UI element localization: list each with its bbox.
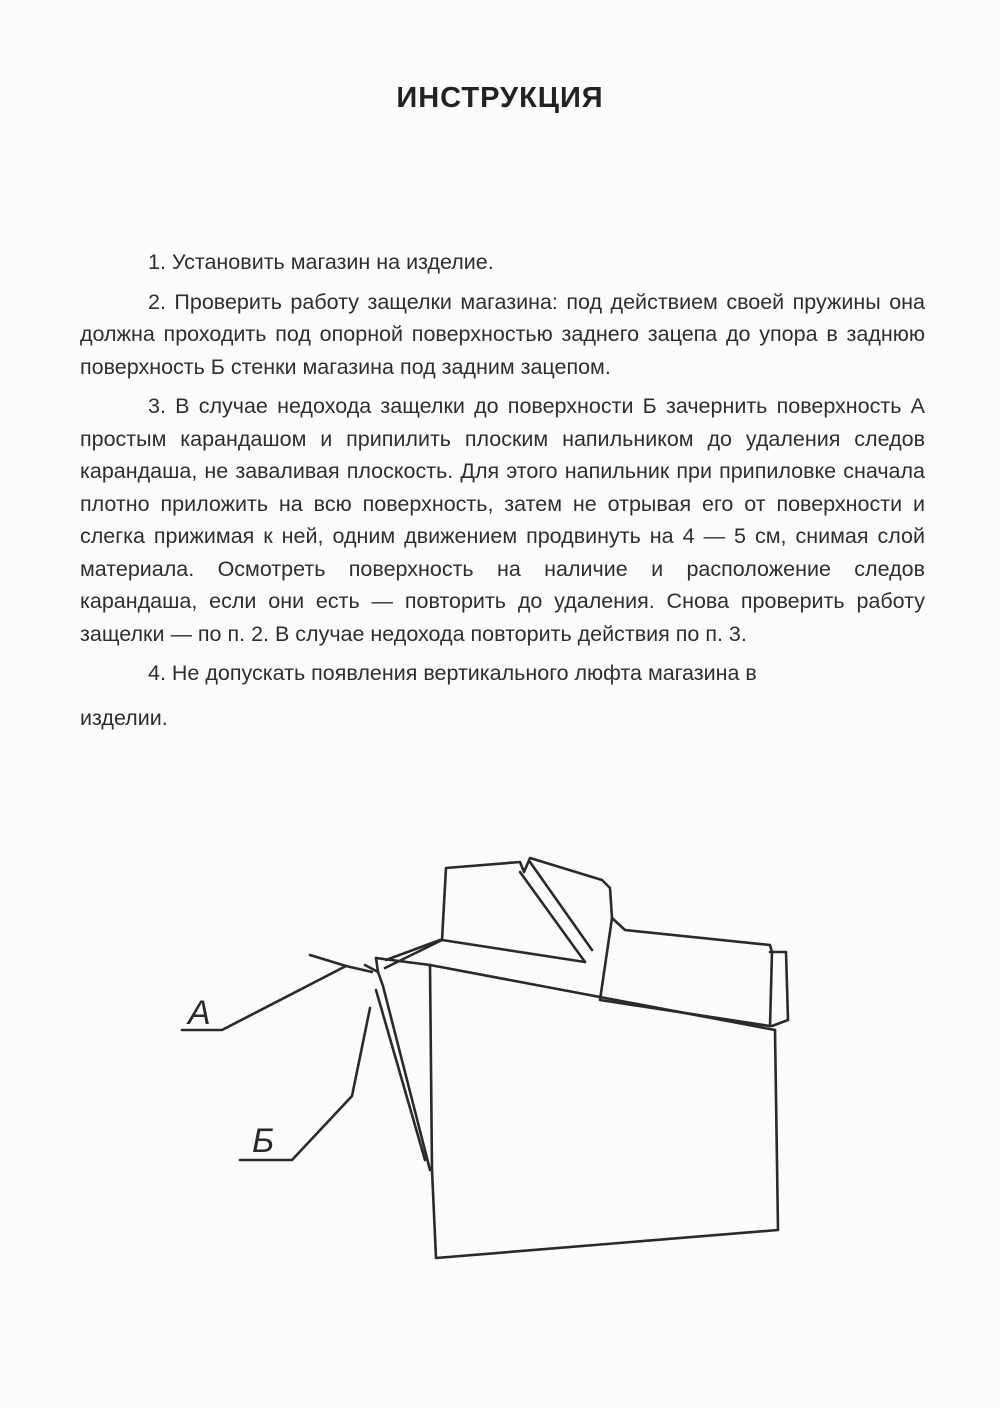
- paragraph-2: 2. Проверить работу защелки магазина: под действием своей пружины она должна проходить под опорной поверхностью заднего зацепа до упора в заднюю поверхность Б стенки магазина под задним зацепом.: [80, 289, 925, 379]
- paragraph-4-tail: изделии.: [80, 705, 168, 730]
- paragraph-3: 3. В случае недохода защелки до поверхности Б зачернить поверхность А простым карандашом и припилить плоским напильником до удаления следов карандаша, не заваливая плоскость. Для этого напильник при припиловке сначала плотно приложить на всю поверхность, затем не отрывая его от поверхности и слегка прижимая к ней, одним движением продвинуть на 4 — 5 см, снимая слой материала. Осмотреть поверхность на наличие и расположение следов карандаша, если они есть — повторить до удаления. Снова проверить работу защелки — по п. 2. В случае недохода повторить действия по п. 3.: [80, 394, 925, 646]
- paragraph-4: 4. Не допускать появления вертикального люфта магазина в: [148, 661, 757, 685]
- paragraph-1: 1. Установить магазин на изделие.: [148, 250, 494, 274]
- label-a: А: [188, 994, 211, 1032]
- label-b: Б: [252, 1122, 275, 1160]
- instruction-text: [80, 246, 925, 734]
- magazine-body-outline: [365, 858, 788, 1258]
- leader-line-a: [182, 955, 372, 1030]
- leader-line-b: [240, 1008, 370, 1160]
- page-title: ИНСТРУКЦИЯ: [396, 82, 604, 114]
